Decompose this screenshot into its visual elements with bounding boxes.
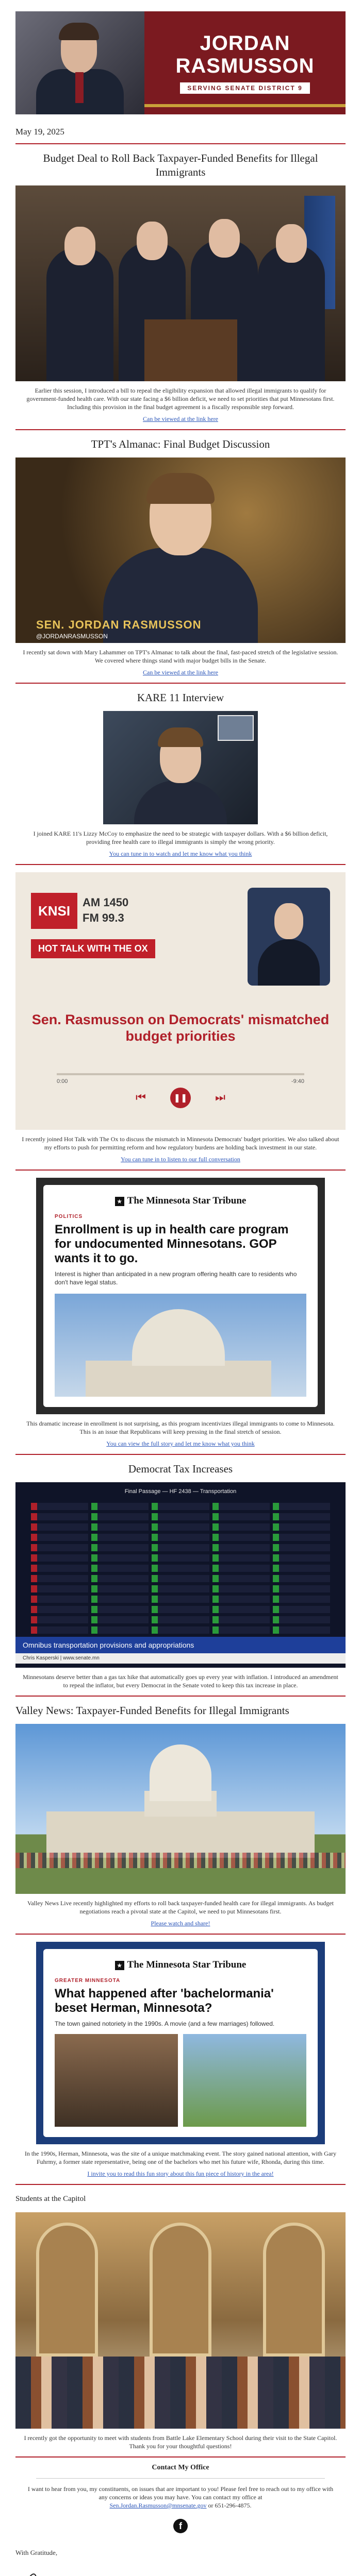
vote-cell — [91, 1523, 149, 1531]
section-link[interactable]: You can tune in to watch and let me know what you think — [109, 850, 252, 857]
vote-cell — [212, 1565, 270, 1572]
kare11-video-still — [103, 711, 258, 824]
section-body: I recently sat down with Mary Lahammer on TPT's Almanac to talk about the final, fast-paced stretch of the legislative session. We covered where things stand with major budget bills in the Senate. — [23, 649, 338, 664]
section-body: Earlier this session, I introduced a bill to repeal the eligibility expansion that allowed illegal immigrants to qualify for government-funded health care. With our state facing a $6 billion deficit, we need to set priorities that put Minnesotans first. Including this provision in the final budget agreement is a fiscally responsible step forward. — [26, 387, 335, 411]
contact-phone: or 651-296-4875. — [206, 2502, 252, 2509]
vote-cell — [91, 1565, 149, 1572]
banner-name-line1: JORDAN — [200, 32, 290, 55]
star-tribune-card-2 — [36, 1942, 325, 2144]
vote-cell — [91, 1503, 149, 1510]
vote-cell — [152, 1585, 209, 1592]
divider — [15, 2456, 346, 2458]
knsi-radio-card — [15, 872, 346, 1130]
vote-cell — [152, 1544, 209, 1551]
divider — [15, 864, 346, 865]
capitol-photo — [55, 1294, 306, 1397]
vote-cell — [152, 1534, 209, 1541]
vote-cell — [273, 1503, 330, 1510]
star-tribune-mark-icon: ★ — [115, 1961, 124, 1970]
vote-cell — [31, 1585, 88, 1592]
section-title: KARE 11 Interview — [137, 691, 224, 704]
contact-body: I want to hear from you, my constituents, on issues that are important to you! Please feel free to reach out to my office with any concerns or ideas you may have. You can contact my office at — [27, 2485, 334, 2501]
vote-cell — [152, 1596, 209, 1603]
section-body: This dramatic increase in enrollment is not surprising, as this program incentivizes illegal immigrants to come to Minnesota. This is an issue that Republicans will keep pressing in the final stretch of session. — [26, 1420, 335, 1435]
section-link[interactable]: You can view the full story and let me know what you think — [106, 1440, 255, 1447]
banner-subtitle: SERVING SENATE DISTRICT 9 — [180, 82, 310, 94]
vote-board-header: Final Passage — HF 2438 — Transportation — [124, 1488, 237, 1495]
vote-cell — [273, 1596, 330, 1603]
vote-cell — [31, 1596, 88, 1603]
banner-text — [144, 11, 346, 114]
article-dek: Interest is higher than anticipated in a new program offering health care to residents who don't have legal status. — [55, 1270, 297, 1286]
section-link[interactable]: Can be viewed at the link here — [143, 415, 218, 422]
almanac-video-still — [15, 457, 346, 643]
divider — [15, 683, 346, 684]
vote-cell — [273, 1513, 330, 1520]
section-body: I recently joined Hot Talk with The Ox to discuss the mismatch in Minnesota Democrats' budget priorities. We also talked about my efforts to push for permitting reform and how regulatory burdens are holding back investment in our state. — [22, 1136, 339, 1151]
section-link[interactable]: Can be viewed at the link here — [143, 669, 218, 676]
senate-vote-board — [15, 1482, 346, 1668]
broadcast-sub: Chris Kasperski | www.senate.mn — [15, 1653, 346, 1664]
star-tribune-card — [36, 1178, 325, 1414]
radio-headline: Sen. Rasmusson on Democrats' mismatched budget priorities — [31, 1012, 330, 1044]
signoff: With Gratitude, — [15, 2549, 58, 2556]
vote-cell — [152, 1503, 209, 1510]
section-body: Valley News Live recently highlighted my efforts to roll back taxpayer-funded health care for illegal immigrants. As budget negotiations reach a pivotal state at the Capitol, we need to put Minnesotans first. — [27, 1900, 334, 1915]
divider — [36, 2478, 325, 2479]
article-kicker: GREATER MINNESOTA — [55, 1978, 121, 1984]
broadcast-bar: Omnibus transportation provisions and appropriations — [15, 1637, 346, 1653]
vote-cell — [212, 1503, 270, 1510]
vote-cell — [31, 1523, 88, 1531]
students-capitol-photo — [15, 2212, 346, 2429]
signature-icon — [15, 2563, 88, 2576]
vote-cell — [273, 1626, 330, 1634]
article-dek: The town gained notoriety in the 1990s. A movie (and a few marriages) followed. — [55, 2020, 275, 2027]
article-photos — [55, 2034, 306, 2127]
divider — [15, 1170, 346, 1171]
banner-name-line2: RASMUSSON — [175, 55, 315, 77]
facebook-icon[interactable]: f — [173, 2519, 188, 2533]
section-link[interactable]: I invite you to read this fun story about this fun piece of history in the area! — [87, 2170, 274, 2177]
vote-cell — [152, 1523, 209, 1531]
vote-cell — [273, 1534, 330, 1541]
vote-cell — [273, 1544, 330, 1551]
vote-cell — [91, 1575, 149, 1582]
skip-back-icon[interactable]: ⏮ — [136, 1091, 146, 1104]
vote-cell — [152, 1616, 209, 1623]
outlet-name: The Minnesota Star Tribune — [127, 1195, 247, 1206]
contact-text — [26, 2485, 335, 2510]
article-headline: What happened after 'bachelormania' beset Herman, Minnesota? — [55, 1987, 274, 2015]
outlet-logo — [55, 1195, 306, 1207]
vote-cell — [91, 1513, 149, 1520]
outlet-logo — [55, 1959, 306, 1971]
divider — [15, 429, 346, 430]
section-title: TPT's Almanac: Final Budget Discussion — [91, 438, 270, 450]
vote-cell — [31, 1513, 88, 1520]
header-banner — [15, 11, 346, 114]
vote-cell — [152, 1554, 209, 1562]
vote-cell — [91, 1544, 149, 1551]
senator-portrait — [15, 11, 144, 114]
vote-cell — [152, 1575, 209, 1582]
vote-cell — [31, 1565, 88, 1572]
vote-cell — [273, 1523, 330, 1531]
lower-third-handle: @JORDANRASMUSSON — [36, 633, 108, 640]
am-frequency: AM 1450 — [83, 896, 129, 909]
section-body: I joined KARE 11's Lizzy McCoy to emphasize the need to be strategic with taxpayer dollars. With a $6 billion deficit, providing free health care to illegal immigrants is simply the wrong priority. — [33, 830, 328, 845]
player-controls — [132, 1088, 229, 1108]
vote-cell — [212, 1544, 270, 1551]
vote-cell — [91, 1554, 149, 1562]
divider — [15, 1934, 346, 1935]
vote-cell — [91, 1585, 149, 1592]
divider — [15, 1696, 346, 1697]
article-card[interactable] — [43, 1949, 318, 2137]
vote-cell — [212, 1523, 270, 1531]
vote-grid — [31, 1503, 330, 1644]
senators-podium-photo — [15, 185, 346, 381]
section-link[interactable]: You can tune in to listen to our full conversation — [121, 1156, 240, 1163]
section-body: Minnesotans deserve better than a gas tax hike that automatically goes up every year with inflation. I introduced an amendment to repeal the inflator, but every Democrat in the Senate voted to keep this tax increase in place. — [23, 1673, 338, 1689]
guest-photo — [248, 888, 330, 986]
vote-cell — [152, 1565, 209, 1572]
section-title: Democrat Tax Increases — [128, 1463, 233, 1475]
vote-cell — [91, 1626, 149, 1634]
article-card[interactable] — [43, 1185, 318, 1407]
section-body: In the 1990s, Herman, Minnesota, was the site of a unique matchmaking event. The story gained national attention, with Gary Fuhrmy, a former state representative, being one of the bachelors who met his future wife, Rhonda, during this time. — [24, 2150, 337, 2165]
vote-cell — [31, 1534, 88, 1541]
vote-cell — [212, 1585, 270, 1592]
vote-cell — [212, 1606, 270, 1613]
vote-cell — [31, 1554, 88, 1562]
vote-cell — [273, 1554, 330, 1562]
vote-cell — [31, 1503, 88, 1510]
fm-frequency: FM 99.3 — [83, 911, 124, 924]
vote-cell — [273, 1575, 330, 1582]
vote-cell — [273, 1616, 330, 1623]
vote-cell — [31, 1606, 88, 1613]
section-title: Valley News: Taxpayer-Funded Benefits for Illegal Immigrants — [15, 1704, 289, 1717]
divider — [15, 2184, 346, 2185]
vote-cell — [212, 1596, 270, 1603]
issue-date: May 19, 2025 — [15, 127, 64, 137]
progress-track[interactable] — [57, 1073, 304, 1075]
vote-cell — [31, 1575, 88, 1582]
article-headline: Enrollment is up in health care program for undocumented Minnesotans. GOP wants it to go. — [55, 1223, 289, 1265]
outlet-name: The Minnesota Star Tribune — [127, 1959, 247, 1970]
vote-cell — [31, 1616, 88, 1623]
vote-cell — [212, 1554, 270, 1562]
section-link[interactable]: Please watch and share! — [151, 1920, 210, 1927]
vote-cell — [91, 1616, 149, 1623]
show-name: HOT TALK WITH THE OX — [31, 939, 155, 958]
vote-cell — [91, 1606, 149, 1613]
time-start: 0:00 — [57, 1078, 68, 1084]
divider — [15, 143, 346, 144]
vote-cell — [273, 1606, 330, 1613]
article-kicker: POLITICS — [55, 1214, 83, 1219]
vote-cell — [152, 1626, 209, 1634]
divider — [15, 1454, 346, 1455]
contact-email-link[interactable]: Sen.Jordan.Rasmusson@mnsenate.gov — [109, 2502, 207, 2509]
vote-cell — [212, 1575, 270, 1582]
vote-cell — [152, 1513, 209, 1520]
contact-heading: Contact My Office — [152, 2464, 209, 2471]
vote-cell — [31, 1626, 88, 1634]
vote-cell — [91, 1534, 149, 1541]
banner-stripe — [144, 104, 346, 107]
vote-cell — [273, 1565, 330, 1572]
section-body: I recently got the opportunity to meet with students from Battle Lake Elementary School during their visit to the State Capitol. Thank you for your thoughtful questions! — [24, 2434, 337, 2450]
vote-cell — [273, 1585, 330, 1592]
lower-third-name: SEN. JORDAN RASMUSSON — [36, 618, 202, 631]
vote-cell — [91, 1596, 149, 1603]
radio-frequencies — [83, 895, 128, 926]
skip-forward-icon[interactable]: ⏭ — [215, 1091, 225, 1104]
vote-cell — [152, 1606, 209, 1613]
vote-cell — [212, 1513, 270, 1520]
section-title: Students at the Capitol — [15, 2195, 86, 2203]
vote-cell — [31, 1544, 88, 1551]
vote-cell — [212, 1616, 270, 1623]
capitol-exterior-photo — [15, 1724, 346, 1894]
time-remaining: -9:40 — [291, 1078, 304, 1084]
pause-icon[interactable]: ❚❚ — [170, 1088, 191, 1108]
vote-cell — [212, 1626, 270, 1634]
section-title: Budget Deal to Roll Back Taxpayer-Funded Benefits for Illegal Immigrants — [43, 152, 318, 178]
audio-player — [46, 1068, 315, 1109]
star-tribune-mark-icon: ★ — [115, 1197, 124, 1206]
vote-cell — [212, 1534, 270, 1541]
knsi-logo: KNSI — [31, 893, 77, 929]
